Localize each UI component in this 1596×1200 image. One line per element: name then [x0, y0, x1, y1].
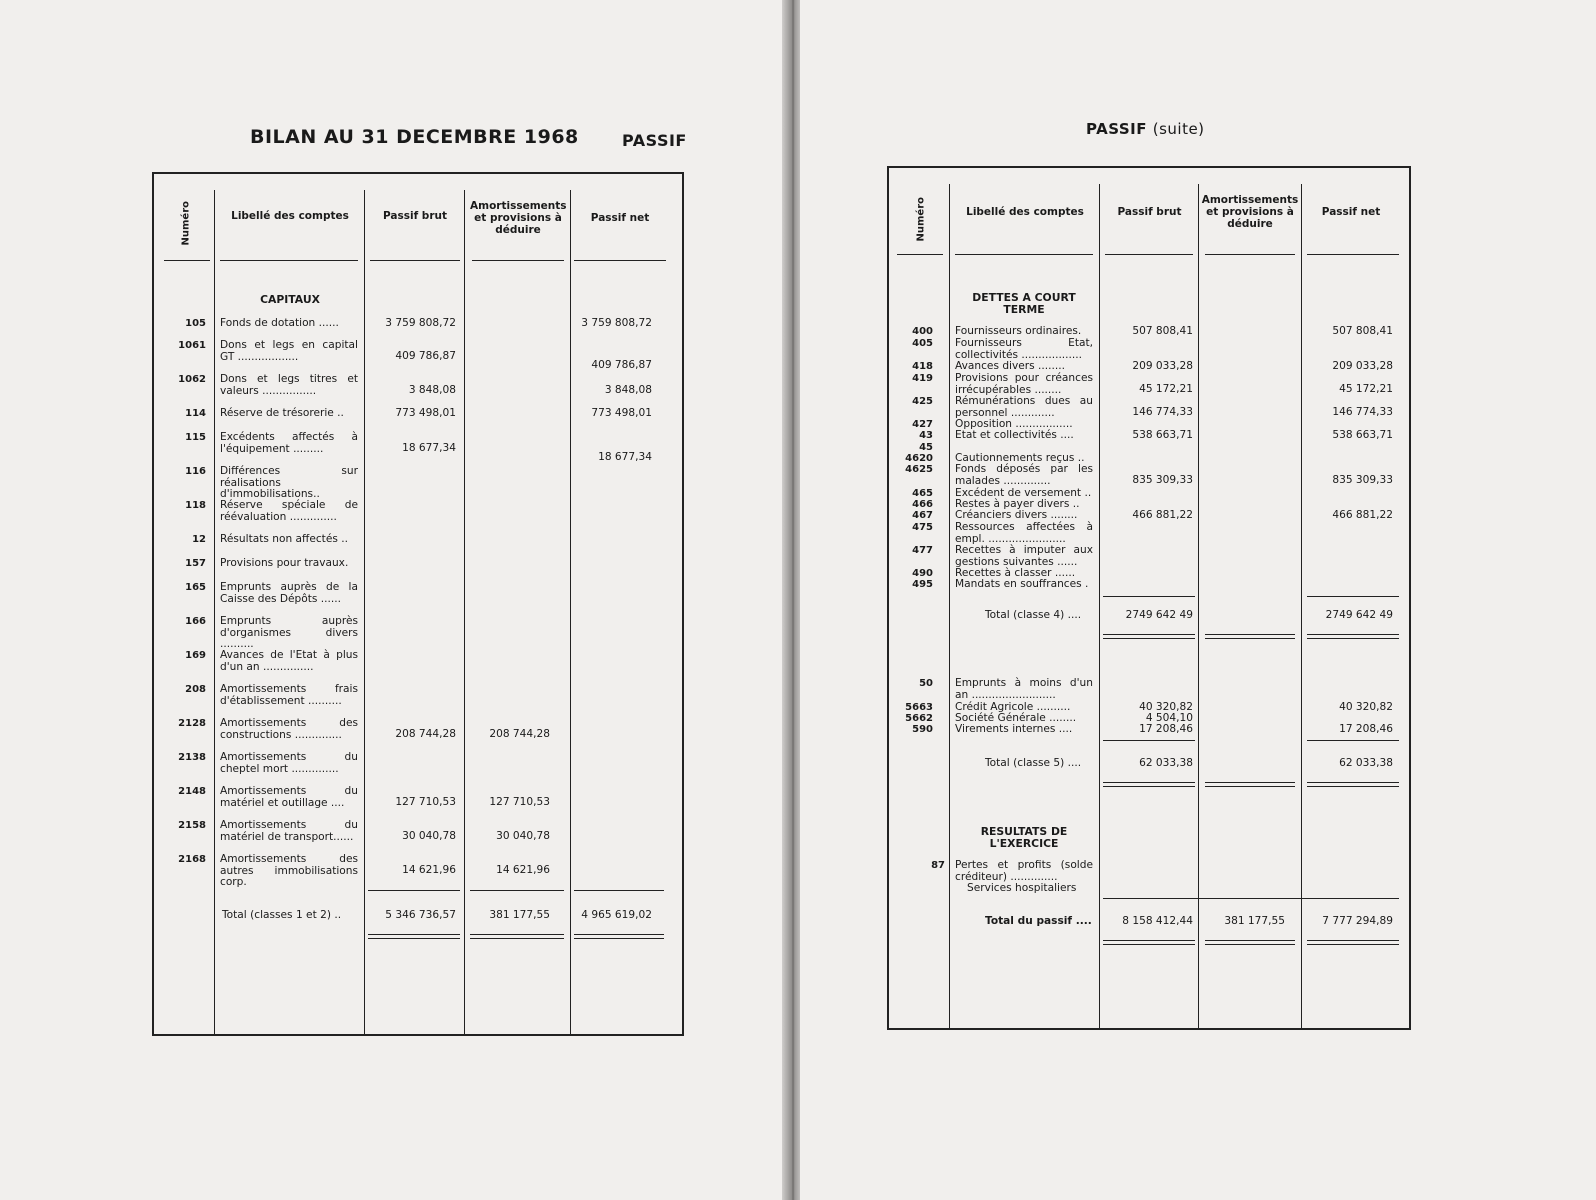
left-page: [0, 0, 790, 1200]
account-number: 157: [185, 558, 206, 569]
col-divider: [214, 190, 215, 1034]
account-label: Amortissements des autres immobilisations corp.: [220, 853, 358, 888]
account-label: Fonds de dotation ......: [220, 317, 339, 329]
account-number: 43: [919, 430, 933, 441]
passif-net-value: 17 208,46: [1339, 723, 1393, 735]
account-number: 2148: [178, 786, 206, 797]
account-number: 4625: [905, 464, 933, 475]
account-label: Avances de l'Etat à plus d'un an ...............: [220, 649, 358, 673]
account-number: 1062: [178, 374, 206, 385]
passif-brut-value: 4 504,10: [1145, 712, 1193, 724]
amortissement-value: 127 710,53: [489, 796, 550, 808]
account-label: Amortissements du cheptel mort ..............: [220, 751, 358, 775]
account-number: 590: [912, 724, 933, 735]
passif-brut-value: 30 040,78: [402, 830, 456, 842]
account-number: 4620: [905, 453, 933, 464]
account-number: 118: [185, 500, 206, 511]
passif-net-value: 773 498,01: [591, 407, 652, 419]
account-number: 2128: [178, 718, 206, 729]
account-number: 45: [919, 442, 933, 453]
header-passif-brut: Passif brut: [1117, 206, 1182, 218]
section-resultats: RESULTATS DE L'EXERCICE: [980, 825, 1068, 850]
account-label: Provisions pour créances irrécupérables ........: [955, 372, 1093, 396]
account-label: Amortissements du matériel de transport......: [220, 819, 358, 843]
total-classe4-label: Total (classe 4) ....: [985, 609, 1082, 621]
account-label: Fournisseurs Etat, collectivités ..................: [955, 337, 1093, 361]
passif-brut-value: 3 848,08: [408, 384, 456, 396]
account-number: 116: [185, 466, 206, 477]
account-label: Rémunérations dues au personnel .............: [955, 395, 1093, 419]
account-label: Avances divers ........: [955, 360, 1065, 372]
account-number: 466: [912, 499, 933, 510]
total-classe5-net: 62 033,38: [1339, 757, 1393, 769]
account-number: 427: [912, 419, 933, 430]
total-classe4-net: 2749 642 49: [1325, 609, 1393, 621]
account-label: Fonds déposés par les malades ..............: [955, 463, 1093, 487]
account-label: Provisions pour travaux.: [220, 557, 349, 569]
account-label: Dons et legs en capital GT ..................: [220, 339, 358, 363]
header-numero: Numéro: [180, 201, 192, 246]
account-label: Amortissements frais d'établissement ..........: [220, 683, 358, 707]
total-amort: 381 177,55: [489, 909, 550, 921]
passif-net-value: 409 786,87: [591, 359, 652, 371]
header-libelle: Libellé des comptes: [966, 206, 1084, 218]
account-number: 425: [912, 396, 933, 407]
page-title: BILAN AU 31 DECEMBRE 1968: [250, 126, 579, 148]
account-label: Créanciers divers ........: [955, 509, 1078, 521]
page-title-main: PASSIF: [1086, 120, 1147, 138]
account-label: Virements internes ....: [955, 723, 1073, 735]
page-title-suffix: (suite): [1152, 120, 1205, 138]
header-passif-net: Passif net: [1321, 206, 1381, 218]
col-divider: [1198, 184, 1199, 1028]
passif-brut-value: 3 759 808,72: [385, 317, 456, 329]
account-number: 105: [185, 318, 206, 329]
passif-net-value: 3 848,08: [604, 384, 652, 396]
account-sublabel: Services hospitaliers: [967, 882, 1077, 894]
total-passif-amort: 381 177,55: [1224, 915, 1285, 927]
passif-net-value: 18 677,34: [598, 451, 652, 463]
account-label: Crédit Agricole ..........: [955, 701, 1071, 713]
passif-net-value: 3 759 808,72: [581, 317, 652, 329]
account-number: 115: [185, 432, 206, 443]
amortissement-value: 14 621,96: [496, 864, 550, 876]
passif-brut-value: 466 881,22: [1132, 509, 1193, 521]
amortissement-value: 30 040,78: [496, 830, 550, 842]
account-label: Opposition .................: [955, 418, 1073, 430]
passif-net-value: 507 808,41: [1332, 325, 1393, 337]
passif-net-value: 538 663,71: [1332, 429, 1393, 441]
col-divider: [949, 184, 950, 1028]
account-label: Réserve de trésorerie ..: [220, 407, 344, 419]
account-number: 495: [912, 579, 933, 590]
account-label: Ressources affectées à empl. .......................: [955, 521, 1093, 545]
account-label: Dons et legs titres et valeurs ................: [220, 373, 358, 397]
account-number: 465: [912, 488, 933, 499]
col-divider: [570, 190, 571, 1034]
account-label: Emprunts à moins d'un an .........................: [955, 677, 1093, 701]
passif-net-value: 466 881,22: [1332, 509, 1393, 521]
col-divider: [1099, 184, 1100, 1028]
header-libelle: Libellé des comptes: [231, 210, 349, 222]
account-number: 2138: [178, 752, 206, 763]
passif-net-value: 40 320,82: [1339, 701, 1393, 713]
account-number: 477: [912, 545, 933, 556]
total-passif-net: 7 777 294,89: [1322, 915, 1393, 927]
col-divider: [464, 190, 465, 1034]
account-label: Emprunts auprès de la Caisse des Dépôts ......: [220, 581, 358, 605]
passif-brut-value: 45 172,21: [1139, 383, 1193, 395]
passif-brut-value: 209 033,28: [1132, 360, 1193, 372]
account-label: Restes à payer divers ..: [955, 498, 1080, 510]
account-label: Réserve spéciale de réévaluation ..............: [220, 499, 358, 523]
account-label: Amortissements du matériel et outillage ....: [220, 785, 358, 809]
total-label: Total (classes 1 et 2) ..: [222, 909, 342, 921]
account-label: Fournisseurs ordinaires.: [955, 325, 1082, 337]
account-label: Résultats non affectés ..: [220, 533, 348, 545]
account-number: 87: [931, 860, 945, 871]
page-side-label: PASSIF: [622, 131, 687, 150]
account-number: 2168: [178, 854, 206, 865]
col-divider: [364, 190, 365, 1034]
account-label: Cautionnements reçus ..: [955, 452, 1085, 464]
passif-brut-value: 40 320,82: [1139, 701, 1193, 713]
total-passif-brut: 8 158 412,44: [1122, 915, 1193, 927]
account-number: 208: [185, 684, 206, 695]
passif-brut-value: 835 309,33: [1132, 474, 1193, 486]
account-label: Excédent de versement ..: [955, 487, 1092, 499]
passif-brut-value: 17 208,46: [1139, 723, 1193, 735]
section-dettes: DETTES A COURT TERME: [972, 291, 1076, 316]
total-classe5-label: Total (classe 5) ....: [985, 757, 1082, 769]
account-label: Recettes à imputer aux gestions suivantes ......: [955, 544, 1093, 568]
passif-net-value: 209 033,28: [1332, 360, 1393, 372]
passif-brut-value: 409 786,87: [395, 350, 456, 362]
passif-net-value: 45 172,21: [1339, 383, 1393, 395]
account-label: Mandats en souffrances .: [955, 578, 1089, 590]
col-divider: [1301, 184, 1302, 1028]
account-number: 166: [185, 616, 206, 627]
header-amortissements: Amortissements et provisions à déduire: [470, 200, 567, 236]
account-label: Emprunts auprès d'organismes divers ..........: [220, 615, 358, 650]
section-capitaux: CAPITAUX: [260, 293, 320, 306]
passif-net-value: 835 309,33: [1332, 474, 1393, 486]
total-classe5-brut: 62 033,38: [1139, 757, 1193, 769]
header-passif-net: Passif net: [590, 212, 650, 224]
balance-table-continued: [887, 166, 1411, 1030]
account-label: Etat et collectivités ....: [955, 429, 1074, 441]
account-label: Amortissements des constructions ..............: [220, 717, 358, 741]
amortissement-value: 208 744,28: [489, 728, 550, 740]
account-label: Recettes à classer ......: [955, 567, 1076, 579]
account-number: 12: [192, 534, 206, 545]
passif-brut-value: 18 677,34: [402, 442, 456, 454]
total-classe4-brut: 2749 642 49: [1125, 609, 1193, 621]
account-number: 490: [912, 568, 933, 579]
right-page: [800, 0, 1596, 1200]
passif-net-value: 146 774,33: [1332, 406, 1393, 418]
account-number: 50: [919, 678, 933, 689]
total-brut: 5 346 736,57: [385, 909, 456, 921]
account-number: 2158: [178, 820, 206, 831]
account-number: 405: [912, 338, 933, 349]
account-number: 400: [912, 326, 933, 337]
account-label: Excédents affectés à l'équipement .........: [220, 431, 358, 455]
balance-table: [152, 172, 684, 1036]
account-number: 114: [185, 408, 206, 419]
header-amortissements: Amortissements et provisions à déduire: [1201, 194, 1299, 230]
total-net: 4 965 619,02: [581, 909, 652, 921]
passif-brut-value: 127 710,53: [395, 796, 456, 808]
account-number: 5663: [905, 702, 933, 713]
passif-brut-value: 773 498,01: [395, 407, 456, 419]
header-numero: Numéro: [915, 197, 927, 242]
passif-brut-value: 14 621,96: [402, 864, 456, 876]
account-number: 165: [185, 582, 206, 593]
passif-brut-value: 208 744,28: [395, 728, 456, 740]
account-number: 1061: [178, 340, 206, 351]
page-title: [1086, 120, 1205, 138]
account-number: 467: [912, 510, 933, 521]
total-passif-label: Total du passif ....: [985, 915, 1092, 927]
account-number: 475: [912, 522, 933, 533]
account-label: Différences sur réalisations d'immobilisations..: [220, 465, 358, 500]
account-label: Société Générale ........: [955, 712, 1077, 724]
account-number: 5662: [905, 713, 933, 724]
account-number: 169: [185, 650, 206, 661]
passif-brut-value: 538 663,71: [1132, 429, 1193, 441]
account-number: 418: [912, 361, 933, 372]
account-number: 419: [912, 373, 933, 384]
passif-brut-value: 146 774,33: [1132, 406, 1193, 418]
passif-brut-value: 507 808,41: [1132, 325, 1193, 337]
header-passif-brut: Passif brut: [382, 210, 447, 222]
account-label: Pertes et profits (solde créditeur) ..............: [955, 859, 1093, 883]
